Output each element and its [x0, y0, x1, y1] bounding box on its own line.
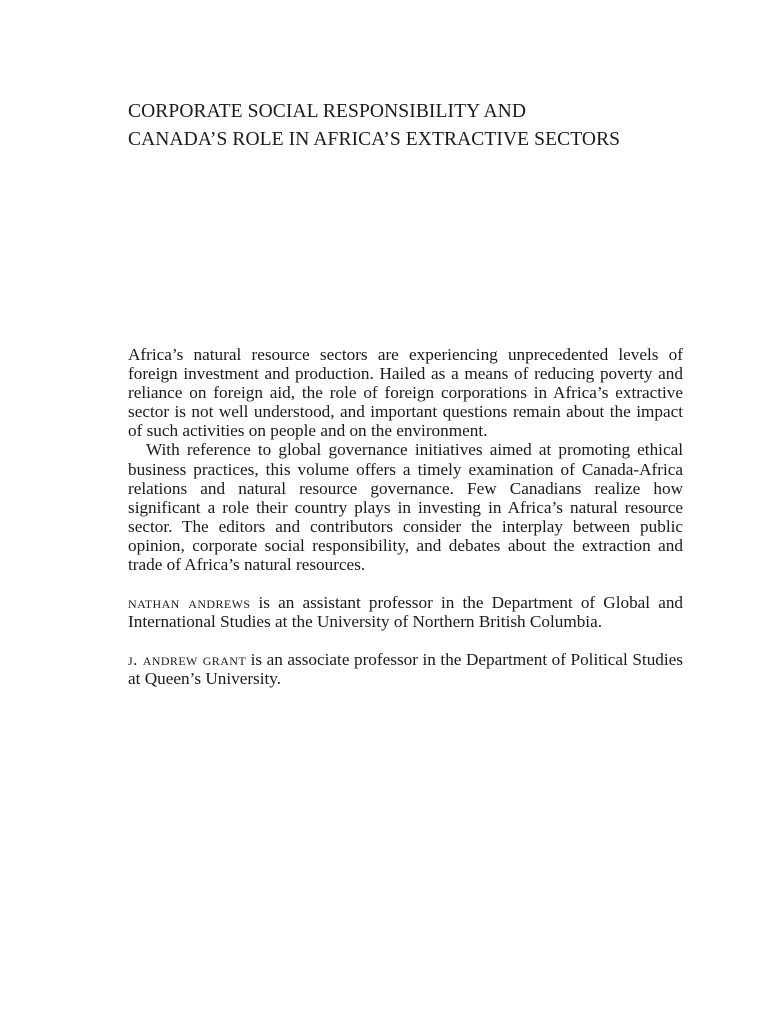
book-title-line-2: CANADA’S ROLE IN AFRICA’S EXTRACTIVE SECTORS: [128, 129, 621, 150]
author-name-1: nathan andrews: [128, 593, 251, 613]
author-bio-1: [128, 593, 683, 631]
book-title: [128, 98, 708, 154]
book-title-line-1: CORPORATE SOCIAL RESPONSIBILITY AND: [128, 101, 527, 122]
book-description: [128, 345, 683, 689]
author-name-2: j. andrew grant: [128, 650, 247, 670]
author-bio-2: [128, 650, 683, 688]
description-paragraph-1: Africa’s natural resource sectors are experiencing unprecedented levels of foreign investment and production. Hailed as a means of reducing poverty and reliance on foreign aid, the role of foreign corporations in Africa’s extractive sector is not well understood, and important questions remain about the impact of such activities on people and on the environment.: [128, 345, 683, 441]
author-bio-text-1: is an assistant professor in the Department of Global and International Studies at the University of Northern British Columbia.: [128, 593, 684, 632]
description-paragraph-2: With reference to global governance initiatives aimed at promoting ethical business practices, this volume offers a timely examination of Canada-Africa relations and natural resource governance. Few Canadians realize how significant a role their country plays in investing in Africa’s natural resource sector. The editors and contributors consider the interplay between public opinion, corporate social responsibility, and debates about the extraction and trade of Africa’s natural resources.: [128, 440, 683, 575]
author-bio-text-2: is an associate professor in the Department of Political Studies at Queen’s University.: [128, 650, 683, 689]
